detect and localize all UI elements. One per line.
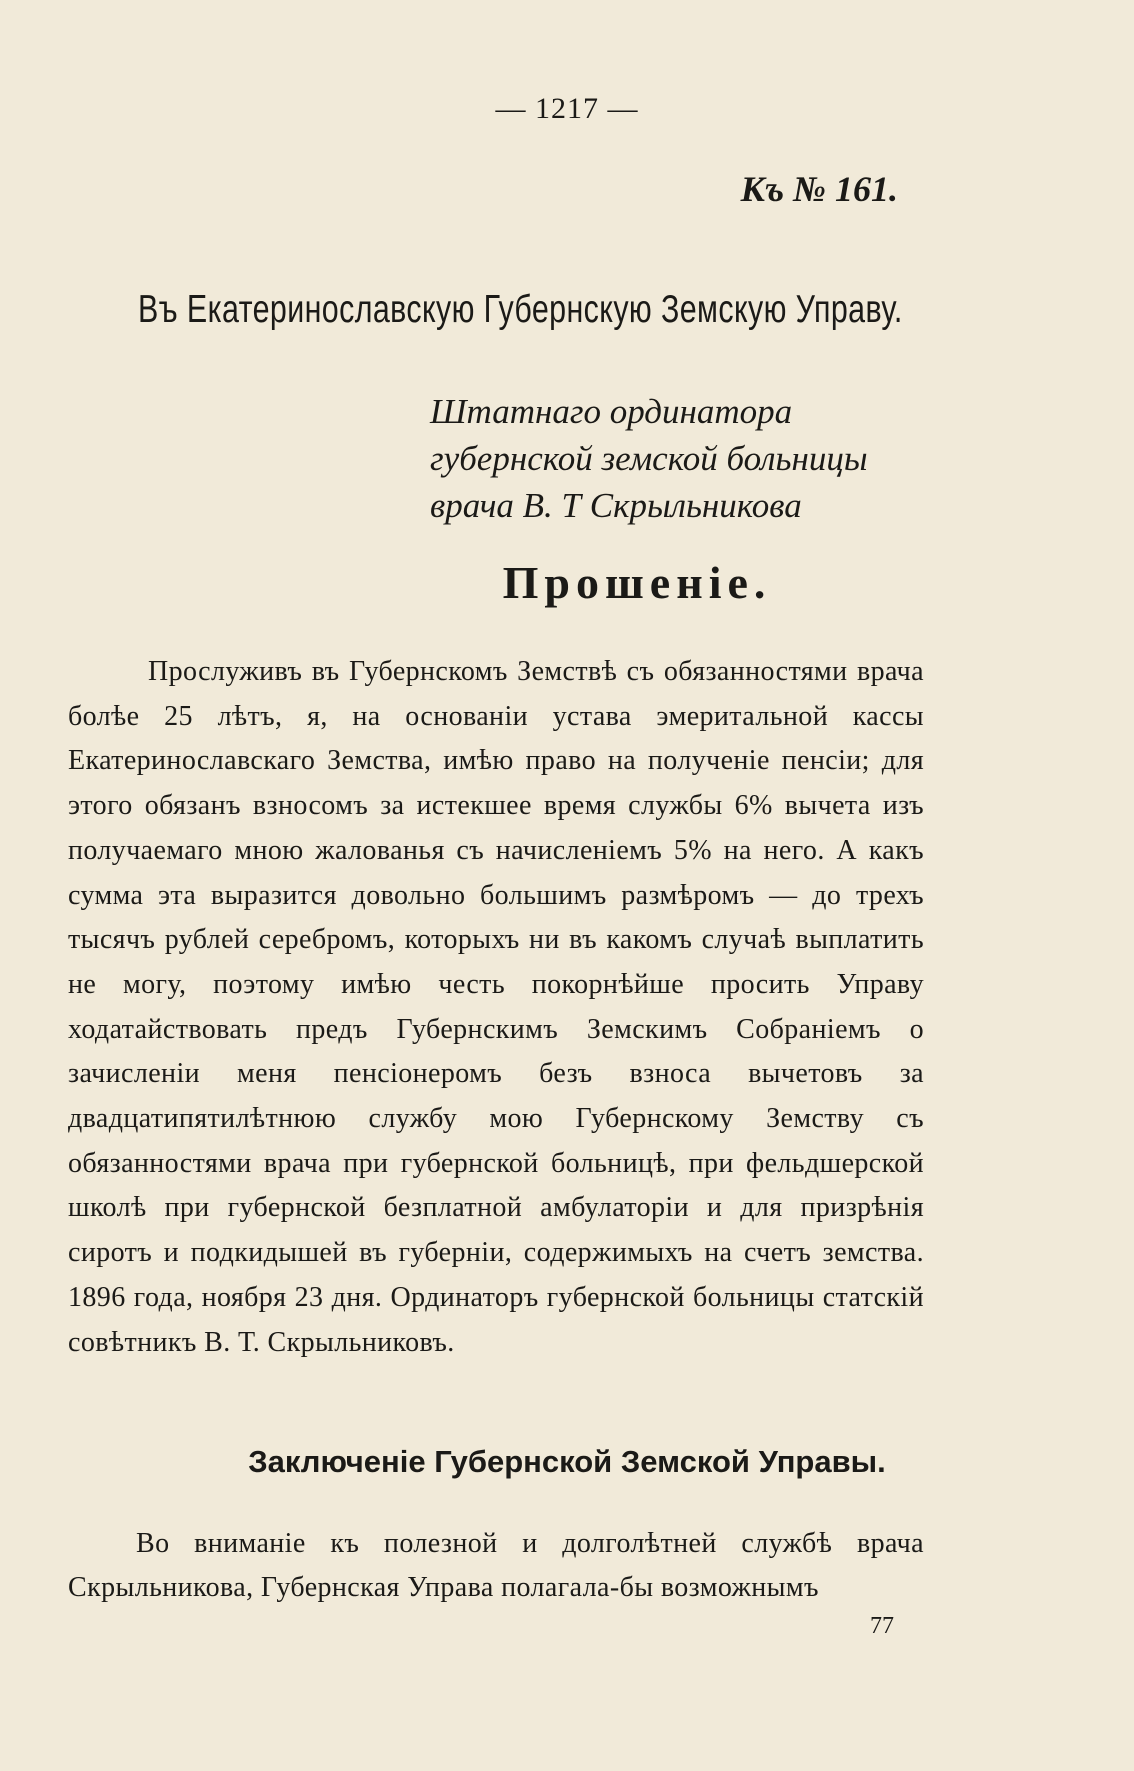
signature-mark: 77 (870, 1613, 894, 1639)
reference-number: Къ № 161. (740, 169, 898, 209)
conclusion-text: Во вниманіе къ полезной и долголѣтней службѣ врача Скрыльникова, Губернская Управа полагала-бы возможнымъ (68, 1528, 924, 1603)
petition-body: Прослуживъ въ Губернскомъ Земствѣ съ обязанностями врача болѣе 25 лѣтъ, я, на основаніи устава эмеритальной кассы Екатеринославскаго Земства, имѣю право на полученіе пенсіи; для этого обязанъ взносомъ за истекшее время службы 6% вычета изъ получаемаго мною жалованья съ начисленіемъ 5% на него. А какъ сумма эта выразится довольно большимъ размѣромъ — до трехъ тысячъ рублей серебромъ, которыхъ ни въ какомъ случаѣ выплатить не могу, поэтому имѣю честь покорнѣйше просить Управу ходатайствовать предъ Губернскимъ Земскимъ Собраніемъ о зачисленіи меня пенсіонеромъ безъ взноса вычетовъ за двадцатипятилѣтнюю службу мою Губернскому Земству съ обязанностями врача при губернской больницѣ, при фельдшерской школѣ при губернской безплатной амбулаторіи и для призрѣнія сиротъ и подкидышей въ губерніи, содержимыхъ на счетъ земства. 1896 года, ноября 23 дня. Ординаторъ губернской больницы статскій совѣтникъ В. Т. Скрыльниковъ. (68, 656, 924, 1358)
addressee-line: Въ Екатеринославскую Губернскую Земскую Управу. (138, 288, 903, 331)
document-title: Прошеніе. (502, 557, 772, 608)
section-heading: Заключеніе Губернской Земской Управы. (248, 1444, 886, 1479)
sender-block: Штатнаго ординатора губернской земской больницы врача В. Т Скрыльникова (430, 392, 868, 525)
page-number: — 1217 — (495, 92, 639, 125)
